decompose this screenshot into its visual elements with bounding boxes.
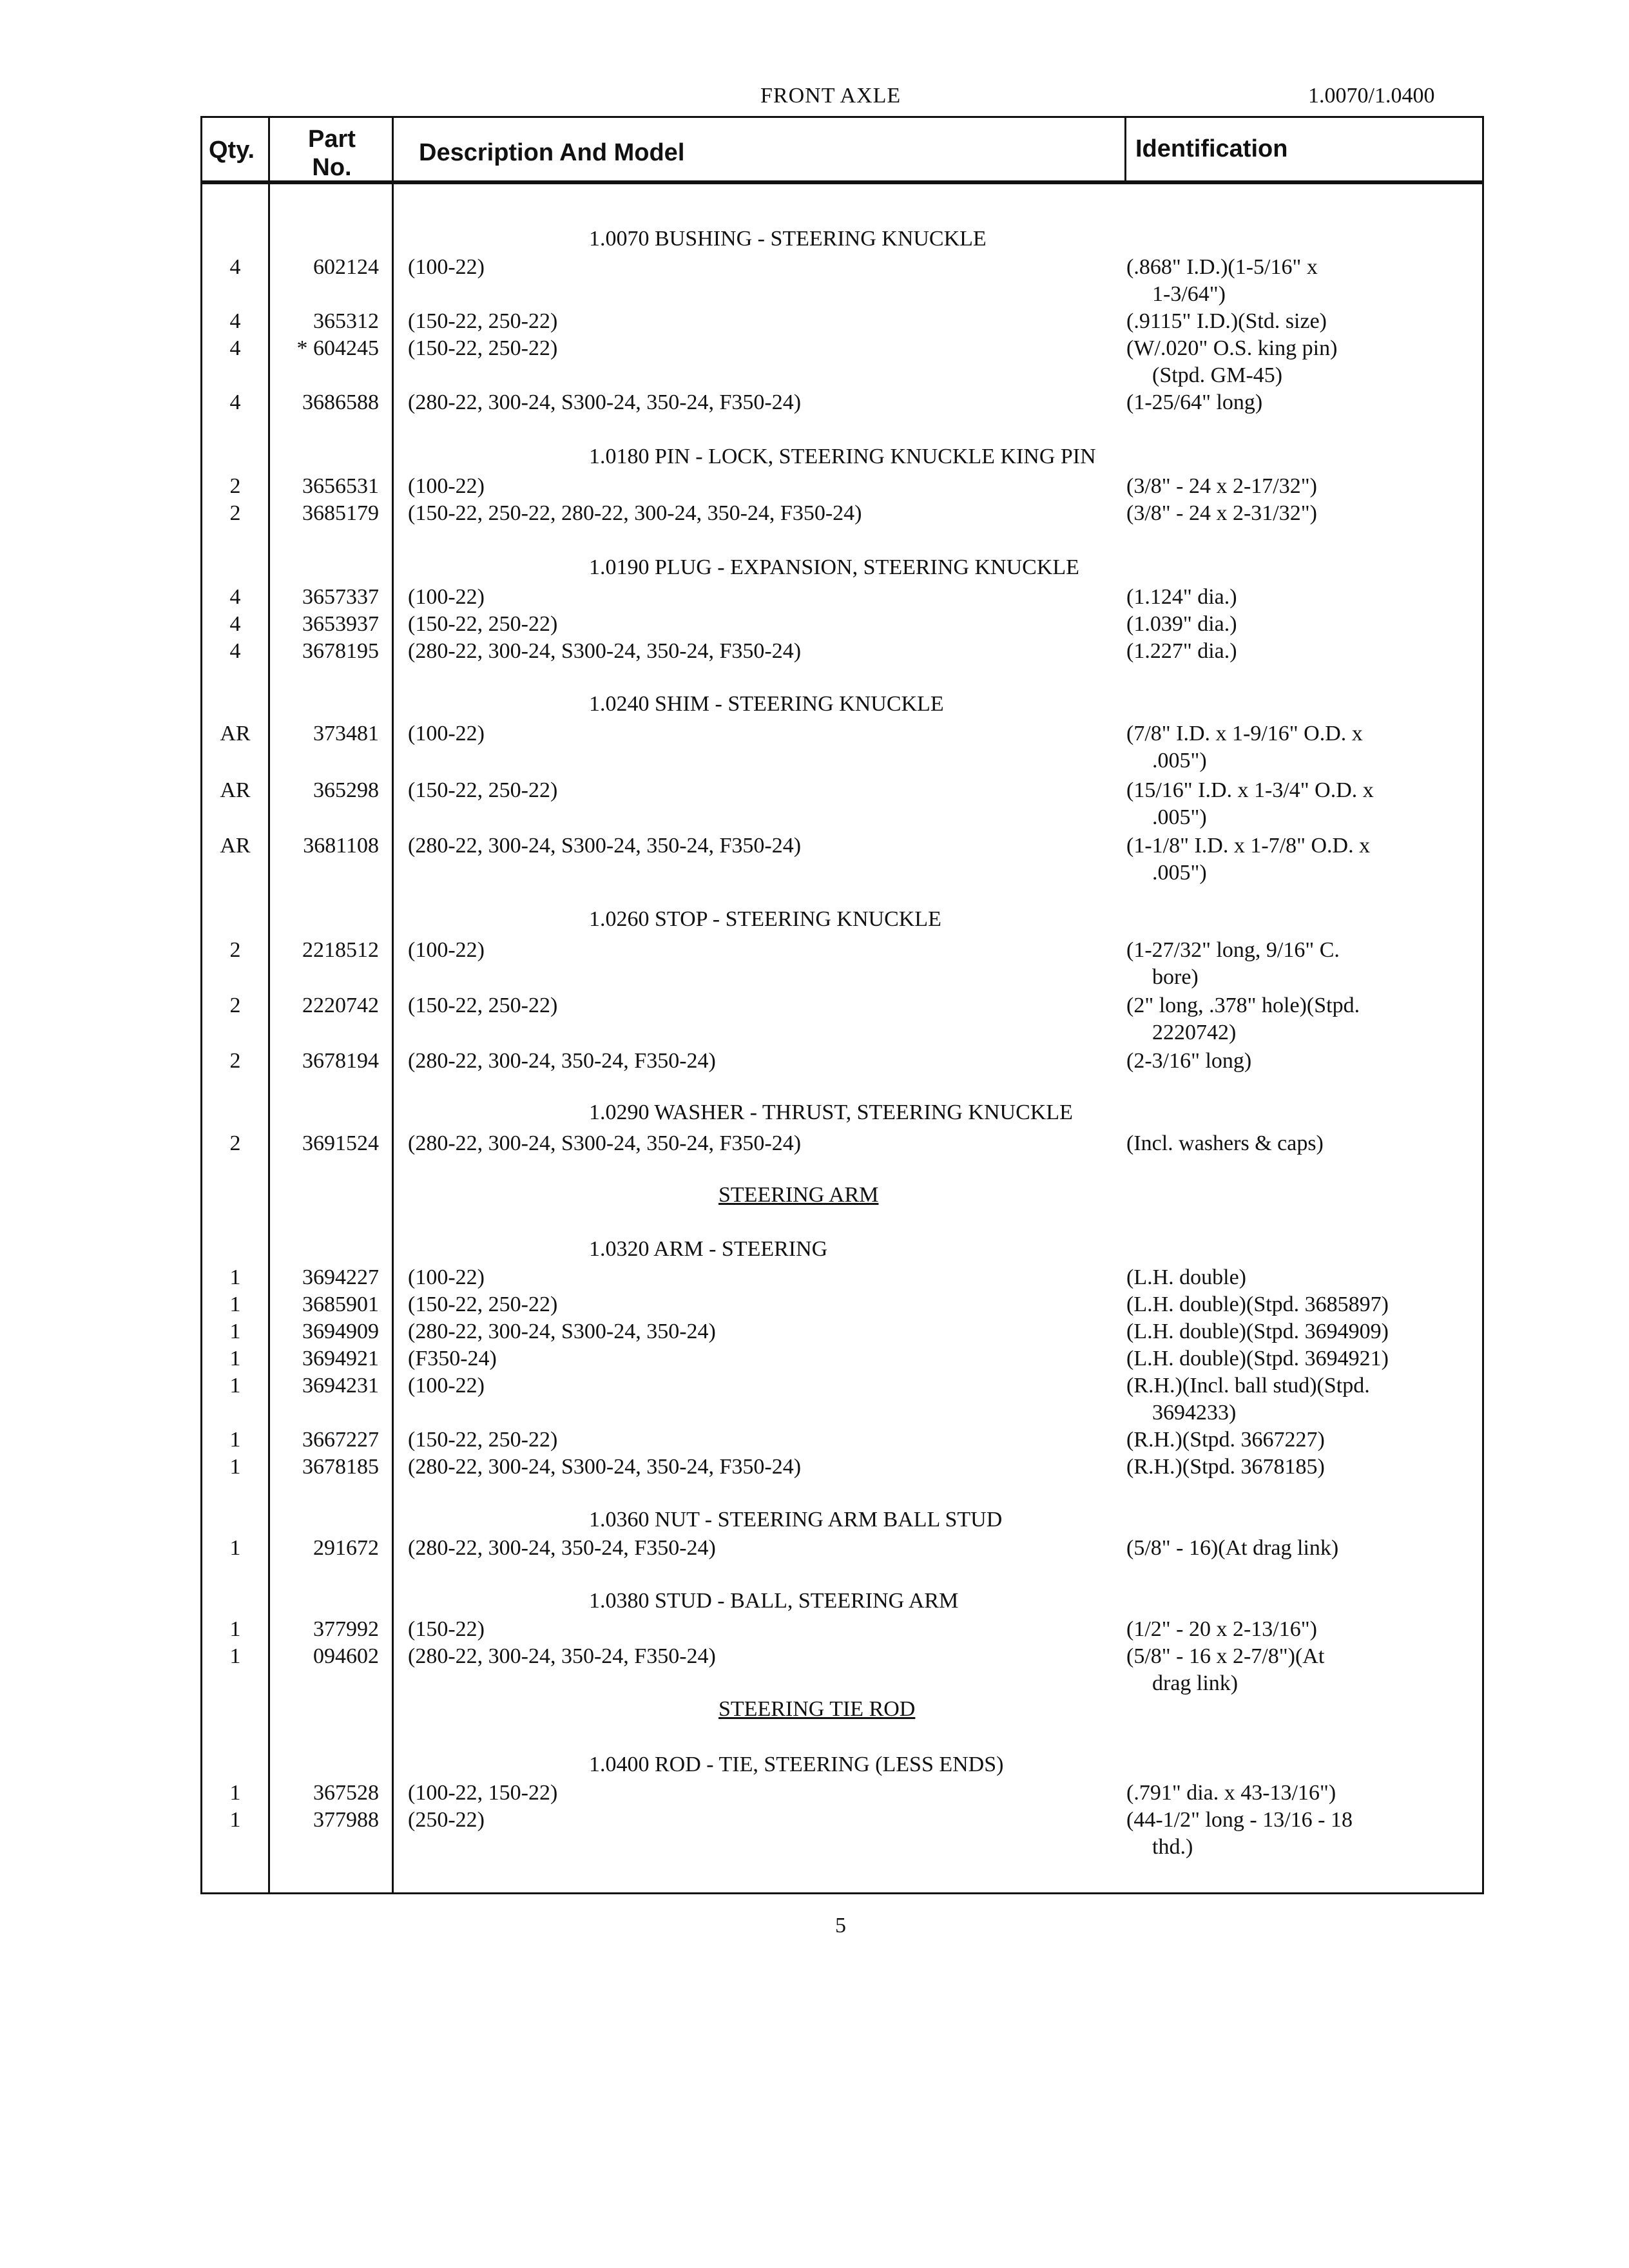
description-cell: (100-22): [408, 722, 485, 745]
qty-cell: 1: [229, 1808, 241, 1832]
identification-line: (1.124" dia.): [1126, 585, 1237, 609]
description-cell: (280-22, 300-24, S300-24, 350-24, F350-24): [408, 1131, 802, 1155]
qty-cell: AR: [220, 722, 251, 745]
section-heading: 1.0360 NUT - STEERING ARM BALL STUD: [589, 1508, 1003, 1532]
section-heading: 1.0400 ROD - TIE, STEERING (LESS ENDS): [589, 1753, 1004, 1776]
description-cell: (280-22, 300-24, 350-24, F350-24): [408, 1644, 716, 1668]
identification-line: drag link): [1152, 1671, 1239, 1695]
identification-cell: [1126, 1318, 1484, 1345]
section-heading: 1.0070 BUSHING - STEERING KNUCKLE: [589, 227, 987, 251]
identification-line: (1-25/64" long): [1126, 390, 1263, 414]
part-number-cell: 377992: [313, 1617, 379, 1641]
description-cell: (100-22): [408, 1265, 485, 1289]
identification-line: (1.227" dia.): [1126, 639, 1237, 663]
identification-cell: [1126, 389, 1484, 416]
part-number-cell: 373481: [313, 722, 379, 745]
identification-cell: [1126, 1643, 1484, 1697]
description-cell: (100-22): [408, 585, 485, 609]
description-cell: (150-22, 250-22): [408, 778, 558, 802]
part-number-cell: 3678185: [302, 1455, 379, 1479]
identification-cell: [1126, 1807, 1484, 1861]
qty-cell: AR: [220, 778, 251, 802]
description-cell: (280-22, 300-24, S300-24, 350-24, F350-24): [408, 639, 802, 663]
identification-cell: [1126, 584, 1484, 611]
part-number-cell: * 604245: [296, 336, 379, 360]
qty-cell: 1: [229, 1428, 241, 1452]
identification-line: (1-1/8" I.D. x 1-7/8" O.D. x: [1126, 834, 1371, 858]
identification-line: (3/8" - 24 x 2-31/32"): [1126, 501, 1317, 525]
identification-line: .005"): [1152, 749, 1207, 773]
identification-line: (2-3/16" long): [1126, 1049, 1252, 1073]
identification-line: (15/16" I.D. x 1-3/4" O.D. x: [1126, 778, 1374, 802]
identification-cell: [1126, 1616, 1484, 1643]
qty-cell: 1: [229, 1293, 241, 1316]
identification-cell: [1126, 1427, 1484, 1454]
identification-line: (2" long, .378" hole)(Stpd.: [1126, 994, 1360, 1017]
qty-cell: 1: [229, 1781, 241, 1805]
description-cell: (280-22, 300-24, 350-24, F350-24): [408, 1536, 716, 1560]
part-number-cell: 602124: [313, 255, 379, 279]
qty-cell: 1: [229, 1265, 241, 1289]
identification-line: (7/8" I.D. x 1-9/16" O.D. x: [1126, 722, 1363, 745]
qty-cell: 1: [229, 1347, 241, 1370]
identification-cell: [1126, 473, 1484, 500]
part-number-cell: 3681108: [303, 834, 379, 858]
part-number-cell: 291672: [313, 1536, 379, 1560]
identification-line: (L.H. double)(Stpd. 3685897): [1126, 1293, 1389, 1316]
identification-line: (.791" dia. x 43-13/16"): [1126, 1781, 1336, 1805]
identification-cell: [1126, 254, 1484, 308]
description-cell: (250-22): [408, 1808, 485, 1832]
qty-cell: 1: [229, 1536, 241, 1560]
identification-cell: [1126, 638, 1484, 665]
identification-line: (R.H.)(Stpd. 3667227): [1126, 1428, 1325, 1452]
qty-cell: 1: [229, 1320, 241, 1343]
qty-cell: 1: [229, 1617, 241, 1641]
identification-line: (1.039" dia.): [1126, 612, 1237, 636]
identification-line: (5/8" - 16)(At drag link): [1126, 1536, 1339, 1560]
identification-line: (R.H.)(Incl. ball stud)(Stpd.: [1126, 1374, 1370, 1398]
part-number-cell: 377988: [313, 1808, 379, 1832]
part-number-cell: 3656531: [302, 474, 379, 498]
description-cell: (150-22, 250-22, 280-22, 300-24, 350-24, F350-24): [408, 501, 862, 525]
column-header-qty: Qty.: [209, 137, 255, 164]
identification-line: bore): [1152, 965, 1199, 989]
identification-cell: [1126, 720, 1484, 774]
identification-cell: [1126, 832, 1484, 887]
identification-cell: [1126, 1345, 1484, 1372]
column-header-description: Description And Model: [419, 139, 685, 166]
part-number-cell: 3678194: [302, 1049, 379, 1073]
part-number-cell: 3694909: [302, 1320, 379, 1343]
identification-line: 1-3/64"): [1152, 282, 1226, 306]
identification-line: (1/2" - 20 x 2-13/16"): [1126, 1617, 1317, 1641]
qty-cell: 4: [229, 585, 241, 609]
description-cell: (150-22, 250-22): [408, 612, 558, 636]
description-cell: (100-22, 150-22): [408, 1781, 558, 1805]
part-number-cell: 3694227: [302, 1265, 379, 1289]
description-cell: (150-22, 250-22): [408, 1293, 558, 1316]
part-number-cell: 3686588: [302, 390, 379, 414]
part-number-cell: 3685179: [302, 501, 379, 525]
description-cell: (280-22, 300-24, S300-24, 350-24): [408, 1320, 716, 1343]
section-heading: 1.0180 PIN - LOCK, STEERING KNUCKLE KING PIN: [589, 445, 1096, 468]
description-cell: (F350-24): [408, 1347, 497, 1370]
identification-cell: [1126, 1264, 1484, 1291]
identification-cell: [1126, 1048, 1484, 1075]
section-range-code: 1.0070/1.0400: [1308, 84, 1435, 108]
group-subheading: STEERING ARM: [718, 1183, 879, 1207]
identification-cell: [1126, 1130, 1484, 1157]
identification-line: .005"): [1152, 861, 1207, 885]
identification-cell: [1126, 1454, 1484, 1481]
part-number-cell: 3653937: [302, 612, 379, 636]
identification-cell: [1126, 1780, 1484, 1807]
section-heading: 1.0380 STUD - BALL, STEERING ARM: [589, 1589, 959, 1613]
identification-line: (Incl. washers & caps): [1126, 1131, 1324, 1155]
part-number-cell: 094602: [313, 1644, 379, 1668]
identification-cell: [1126, 335, 1484, 389]
section-heading: 1.0240 SHIM - STEERING KNUCKLE: [589, 692, 944, 716]
qty-cell: 4: [229, 390, 241, 414]
section-heading: 1.0190 PLUG - EXPANSION, STEERING KNUCKLE: [589, 555, 1079, 579]
part-number-cell: 3691524: [302, 1131, 379, 1155]
identification-line: (3/8" - 24 x 2-17/32"): [1126, 474, 1317, 498]
description-cell: (100-22): [408, 938, 485, 962]
identification-line: thd.): [1152, 1835, 1193, 1859]
identification-cell: [1126, 1535, 1484, 1562]
identification-line: (L.H. double): [1126, 1265, 1247, 1289]
description-cell: (280-22, 300-24, S300-24, 350-24, F350-24): [408, 1455, 802, 1479]
identification-cell: [1126, 992, 1484, 1046]
qty-cell: 1: [229, 1374, 241, 1398]
description-cell: (100-22): [408, 255, 485, 279]
part-number-cell: 2220742: [302, 994, 379, 1017]
identification-line: (W/.020" O.S. king pin): [1126, 336, 1338, 360]
group-subheading: STEERING TIE ROD: [718, 1697, 916, 1721]
section-heading: 1.0260 STOP - STEERING KNUCKLE: [589, 907, 941, 931]
part-number-cell: 3685901: [302, 1293, 379, 1316]
part-number-cell: 367528: [313, 1781, 379, 1805]
part-number-cell: 3667227: [302, 1428, 379, 1452]
qty-cell: 2: [229, 1049, 241, 1073]
description-cell: (150-22): [408, 1617, 485, 1641]
identification-line: .005"): [1152, 805, 1207, 829]
qty-cell: 4: [229, 612, 241, 636]
identification-line: 3694233): [1152, 1401, 1237, 1425]
description-cell: (150-22, 250-22): [408, 336, 558, 360]
column-header-part-line1: Part: [308, 126, 356, 153]
description-cell: (150-22, 250-22): [408, 309, 558, 333]
identification-line: (.868" I.D.)(1-5/16" x: [1126, 255, 1318, 279]
description-cell: (280-22, 300-24, 350-24, F350-24): [408, 1049, 716, 1073]
qty-cell: 2: [229, 501, 241, 525]
section-heading: 1.0290 WASHER - THRUST, STEERING KNUCKLE: [589, 1100, 1073, 1124]
identification-cell: [1126, 777, 1484, 831]
identification-cell: [1126, 308, 1484, 335]
qty-cell: 4: [229, 336, 241, 360]
description-cell: (280-22, 300-24, S300-24, 350-24, F350-24): [408, 390, 802, 414]
part-number-cell: 365298: [313, 778, 379, 802]
description-cell: (150-22, 250-22): [408, 994, 558, 1017]
qty-cell: 4: [229, 639, 241, 663]
identification-line: (5/8" - 16 x 2-7/8")(At: [1126, 1644, 1325, 1668]
qty-cell: 4: [229, 255, 241, 279]
page-title: FRONT AXLE: [760, 84, 901, 108]
identification-cell: [1126, 1291, 1484, 1318]
identification-cell: [1126, 1372, 1484, 1427]
description-cell: (150-22, 250-22): [408, 1428, 558, 1452]
identification-line: (L.H. double)(Stpd. 3694909): [1126, 1320, 1389, 1343]
identification-cell: [1126, 500, 1484, 527]
qty-cell: 2: [229, 994, 241, 1017]
section-heading: 1.0320 ARM - STEERING: [589, 1237, 828, 1261]
qty-cell: AR: [220, 834, 251, 858]
column-header-part-line2: No.: [312, 154, 352, 181]
page-number: 5: [835, 1914, 846, 1937]
identification-cell: [1126, 937, 1484, 991]
part-number-cell: 3657337: [302, 585, 379, 609]
identification-line: (L.H. double)(Stpd. 3694921): [1126, 1347, 1389, 1370]
qty-cell: 1: [229, 1644, 241, 1668]
part-number-cell: 365312: [313, 309, 379, 333]
part-number-cell: 3694921: [302, 1347, 379, 1370]
qty-cell: 4: [229, 309, 241, 333]
qty-cell: 2: [229, 938, 241, 962]
identification-line: (R.H.)(Stpd. 3678185): [1126, 1455, 1325, 1479]
qty-cell: 2: [229, 474, 241, 498]
part-number-cell: 3694231: [302, 1374, 379, 1398]
column-header-identification: Identification: [1135, 135, 1288, 162]
description-cell: (100-22): [408, 1374, 485, 1398]
description-cell: (100-22): [408, 474, 485, 498]
identification-line: (Stpd. GM-45): [1152, 363, 1283, 387]
part-number-cell: 3678195: [302, 639, 379, 663]
description-cell: (280-22, 300-24, S300-24, 350-24, F350-24): [408, 834, 802, 858]
identification-cell: [1126, 611, 1484, 638]
identification-line: (1-27/32" long, 9/16" C.: [1126, 938, 1340, 962]
identification-line: (44-1/2" long - 13/16 - 18: [1126, 1808, 1353, 1832]
qty-cell: 2: [229, 1131, 241, 1155]
qty-cell: 1: [229, 1455, 241, 1479]
identification-line: 2220742): [1152, 1021, 1237, 1044]
identification-line: (.9115" I.D.)(Std. size): [1126, 309, 1327, 333]
part-number-cell: 2218512: [302, 938, 379, 962]
